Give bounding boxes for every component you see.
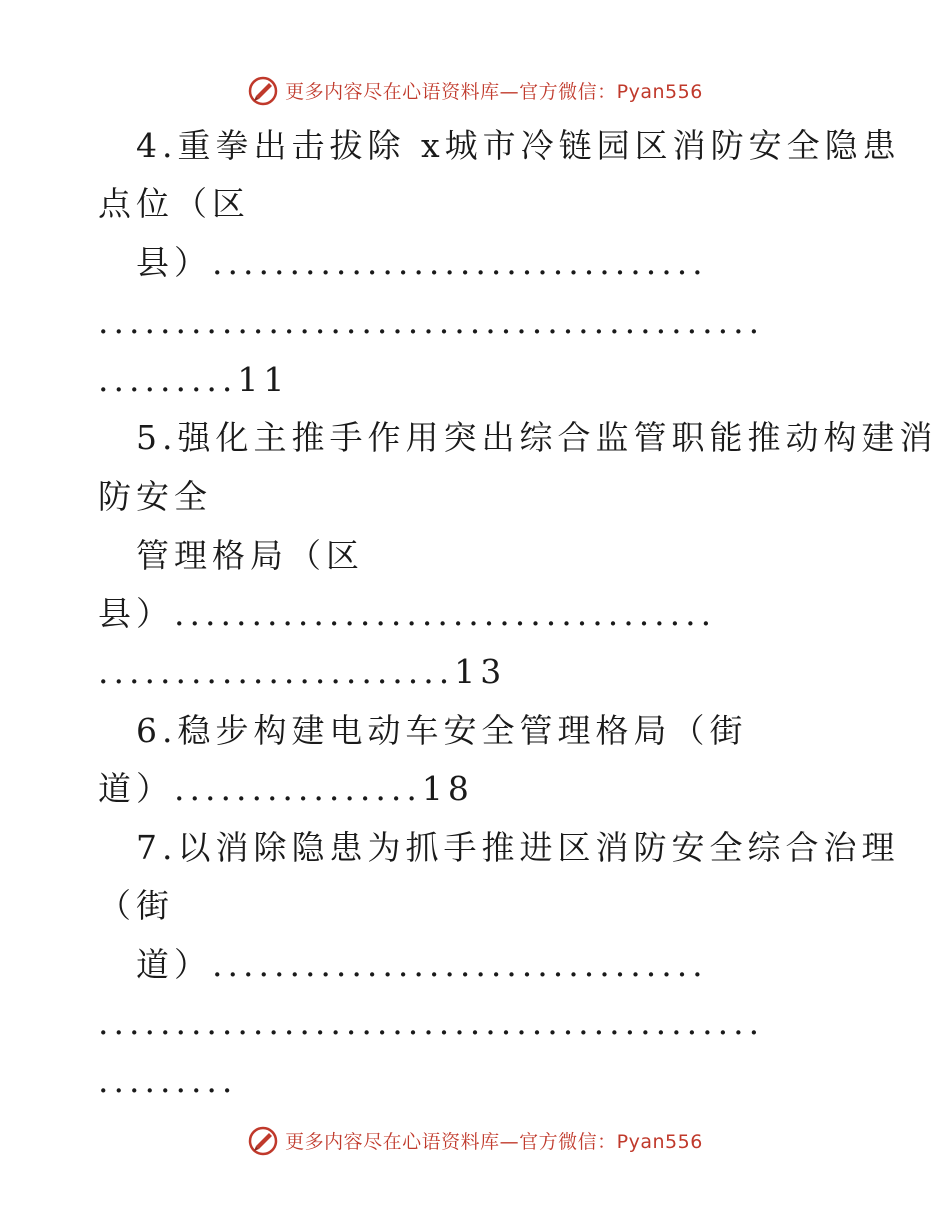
pen-logo-icon (247, 1124, 279, 1156)
toc-item-5-title-cont: 防安全 (98, 477, 212, 516)
toc-item-5-title-cont2: 管理格局（区 (136, 536, 364, 575)
toc-item-5-leader-line (98, 594, 716, 634)
toc-leader-dots: ....................... (98, 652, 455, 691)
pen-logo-icon (247, 74, 279, 106)
toc-leader-dots: ................................... (174, 594, 717, 633)
toc-item-7-label: 道） (136, 945, 212, 984)
footer-banner-inner (247, 1124, 703, 1156)
toc-item-5-label: 县） (98, 594, 174, 633)
toc-item-7-leader-line (136, 945, 708, 985)
header-banner-inner (247, 74, 703, 106)
toc-item-7-title-cont: （街 (98, 886, 174, 925)
toc-leader-dots: ......... (98, 1061, 238, 1100)
toc-item-6-title: 6.稳步构建电动车安全管理格局（街 (136, 711, 748, 750)
toc-item-5-page-line (98, 652, 506, 692)
header-banner (0, 70, 950, 110)
header-banner-text: 更多内容尽在心语资料库—官方微信：Pyan556 (285, 80, 703, 103)
toc-item-4-title: 4.重拳出击拔除 x城市冷链园区消防安全隐患 (136, 126, 901, 165)
toc-item-4-page-line (98, 360, 289, 400)
footer-banner (0, 1120, 950, 1160)
toc-leader-dots: ................................ (212, 243, 708, 282)
toc-item-6-label: 道） (98, 769, 174, 808)
toc-leader-dots: ................ (174, 769, 422, 808)
toc-item-5-page-number: 13 (454, 652, 507, 691)
toc-item-4-title-cont: 点位（区 (98, 184, 250, 223)
toc-item-7-title: 7.以消除隐患为抓手推进区消防安全综合治理 (136, 828, 900, 867)
toc-item-4-leader-line (136, 243, 708, 283)
toc-leader-dots: ........................................... (98, 1003, 765, 1042)
toc-leader-dots: ......... (98, 360, 238, 399)
toc-item-4-page-number: 11 (237, 360, 290, 399)
toc-item-6-leader-line (98, 769, 474, 809)
toc-leader-dots: ................................ (212, 945, 708, 984)
toc-item-5-title: 5.强化主推手作用突出综合监管职能推动构建消 (136, 418, 938, 457)
footer-banner-text: 更多内容尽在心语资料库—官方微信：Pyan556 (285, 1130, 703, 1153)
toc-item-6-page-number: 18 (421, 769, 474, 808)
toc-item-4-label: 县） (136, 243, 212, 282)
toc-leader-dots: ........................................... (98, 302, 765, 341)
